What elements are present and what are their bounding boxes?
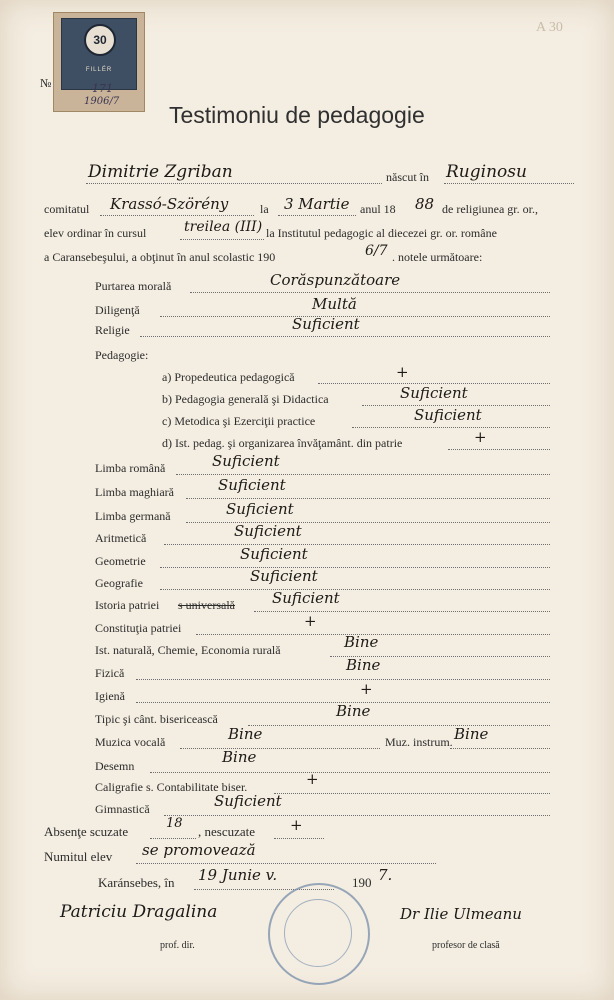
course-rest: la Institutul pedagogic al diecezei gr. or. române: [266, 226, 497, 240]
number-label: №: [40, 76, 52, 90]
tipic-line: [248, 725, 550, 726]
muzica-line: [180, 748, 380, 749]
istoria-label: Istoria patriei: [95, 598, 160, 612]
germana-label: Limba germană: [95, 509, 171, 523]
fizica-label: Fizică: [95, 666, 125, 680]
istoria-value: Suficient: [272, 589, 340, 607]
absente-value: 18: [166, 816, 183, 831]
diligenta-label: Diligenţă: [95, 303, 140, 317]
gimnastica-label: Gimnastică: [95, 802, 150, 816]
maghiara-line: [186, 498, 550, 499]
geografie-label: Geografie: [95, 576, 143, 590]
register-number: 171: [92, 82, 113, 95]
istoria-line: [254, 611, 550, 612]
course-line: [180, 239, 264, 240]
ped-a-label: a) Propedeutica pedagogică: [162, 370, 295, 384]
religie-value: Suficient: [292, 315, 360, 333]
ped-b-label: b) Pedagogia generală şi Didactica: [162, 392, 329, 406]
birth-day: 3 Martie: [284, 195, 350, 213]
desemn-value: Bine: [222, 748, 257, 766]
romana-label: Limba română: [95, 461, 166, 475]
ped-c-value: Suficient: [414, 406, 482, 424]
seal-inner-ring: [284, 899, 352, 967]
gimnastica-value: Suficient: [214, 792, 282, 810]
istoria-struck: s universală: [178, 598, 235, 612]
purtarea-line: [190, 292, 550, 293]
absente-label: Absenţe scuzate: [44, 824, 129, 839]
corner-mark: A 30: [536, 20, 563, 35]
religie-line: [140, 336, 550, 337]
absente-line: [150, 838, 196, 839]
teacher-signature: Dr Ilie Ulmeanu: [400, 905, 522, 923]
ped-d-line: [448, 449, 550, 450]
stamp-frame: [61, 18, 137, 90]
birthplace-line: [444, 183, 574, 184]
director-label: prof. dir.: [160, 940, 195, 951]
ped-d-label: d) Ist. pedag. şi organizarea învăţamânt. din patrie: [162, 436, 403, 450]
religion-label: de religiunea gr. or.,: [442, 202, 538, 216]
county-value: Krassó-Szörény: [110, 195, 229, 213]
stamp-word: FILLÉR: [85, 67, 113, 73]
natural-value: Bine: [344, 633, 379, 651]
ped-c-line: [352, 427, 550, 428]
natural-label: Ist. naturală, Chemie, Economia rurală: [95, 643, 281, 657]
county-label: comitatul: [44, 202, 90, 216]
grades-intro: . notele următoare:: [392, 250, 483, 264]
desemn-line: [150, 772, 550, 773]
romana-line: [176, 474, 550, 475]
register-year: 1906/7: [84, 96, 120, 107]
maghiara-label: Limba maghiară: [95, 485, 174, 499]
diligenta-value: Multă: [312, 295, 357, 313]
desemn-label: Desemn: [95, 759, 135, 773]
numitul-line: [136, 863, 436, 864]
year-label: anul 18: [360, 202, 396, 216]
numitul-label: Numitul elev: [44, 849, 113, 864]
pedagogie-label: Pedagogie:: [95, 348, 149, 362]
numitul-value: se promovează: [142, 841, 256, 859]
name-line: [86, 183, 382, 184]
aritmetica-label: Aritmetică: [95, 531, 147, 545]
aritmetica-value: Suficient: [234, 522, 302, 540]
caligrafie-value: +: [306, 770, 319, 788]
purtarea-value: Corăspunzătoare: [270, 271, 401, 289]
romana-value: Suficient: [212, 452, 280, 470]
year-suffix: 7.: [378, 866, 393, 884]
caligrafie-label: Caligrafie s. Contabilitate biser.: [95, 780, 248, 794]
ped-b-value: Suficient: [400, 384, 468, 402]
born-label: născut în: [386, 170, 429, 184]
constitutia-value: +: [304, 612, 317, 630]
school-year: 6/7: [365, 243, 388, 259]
birth-year: 88: [415, 195, 435, 213]
igiena-value: +: [360, 680, 373, 698]
instrum-label: Muz. instrum.: [385, 735, 453, 749]
ped-c-label: c) Metodica şi Ezerciţii practice: [162, 414, 316, 428]
ped-a-value: +: [396, 363, 409, 381]
germana-value: Suficient: [226, 500, 294, 518]
place-label: Karánsebes, în: [98, 875, 175, 890]
nescuzate-value: +: [290, 816, 303, 834]
stamp-value: 30: [84, 24, 116, 56]
igiena-label: Igienă: [95, 689, 125, 703]
year-prefix: 190: [352, 875, 372, 890]
tipic-label: Tipic şi cânt. bisericească: [95, 712, 218, 726]
nescuzate-label: , nescuzate: [198, 824, 256, 839]
geometrie-value: Suficient: [240, 545, 308, 563]
gimnastica-line: [164, 815, 550, 816]
purtarea-label: Purtarea morală: [95, 279, 172, 293]
instrum-value: Bine: [454, 725, 489, 743]
geografie-line: [160, 589, 550, 590]
muzica-label: Muzica vocală: [95, 735, 166, 749]
geografie-value: Suficient: [250, 567, 318, 585]
aritmetica-line: [164, 544, 550, 545]
teacher-label: profesor de clasă: [432, 940, 500, 951]
maghiara-value: Suficient: [218, 476, 286, 494]
course-value: treilea (III): [184, 219, 263, 235]
course-label: elev ordinar în cursul: [44, 226, 147, 240]
nescuzate-line: [274, 838, 324, 839]
place-date: 19 Junie v.: [198, 866, 278, 884]
student-name: Dimitrie Zgriban: [88, 162, 233, 182]
date-line: [278, 215, 356, 216]
document-title: Testimoniu de pedagogie: [169, 102, 425, 128]
tipic-value: Bine: [336, 702, 371, 720]
muzica-value: Bine: [228, 725, 263, 743]
geometrie-line: [160, 567, 550, 568]
ped-d-value: +: [474, 428, 487, 446]
date-label: la: [260, 202, 269, 216]
geometrie-label: Geometrie: [95, 554, 146, 568]
fizica-value: Bine: [346, 656, 381, 674]
county-line: [100, 215, 254, 216]
institute-seal: [268, 883, 370, 985]
caligrafie-line: [274, 793, 550, 794]
school-year-label: a Caransebeşului, a obţinut în anul scolastic 190: [44, 250, 276, 264]
instrum-line: [450, 748, 550, 749]
director-signature: Patriciu Dragalina: [60, 902, 218, 922]
birthplace: Ruginosu: [446, 162, 527, 182]
fizica-line: [136, 679, 550, 680]
religie-label: Religie: [95, 323, 130, 337]
constitutia-label: Constituţia patriei: [95, 621, 182, 635]
